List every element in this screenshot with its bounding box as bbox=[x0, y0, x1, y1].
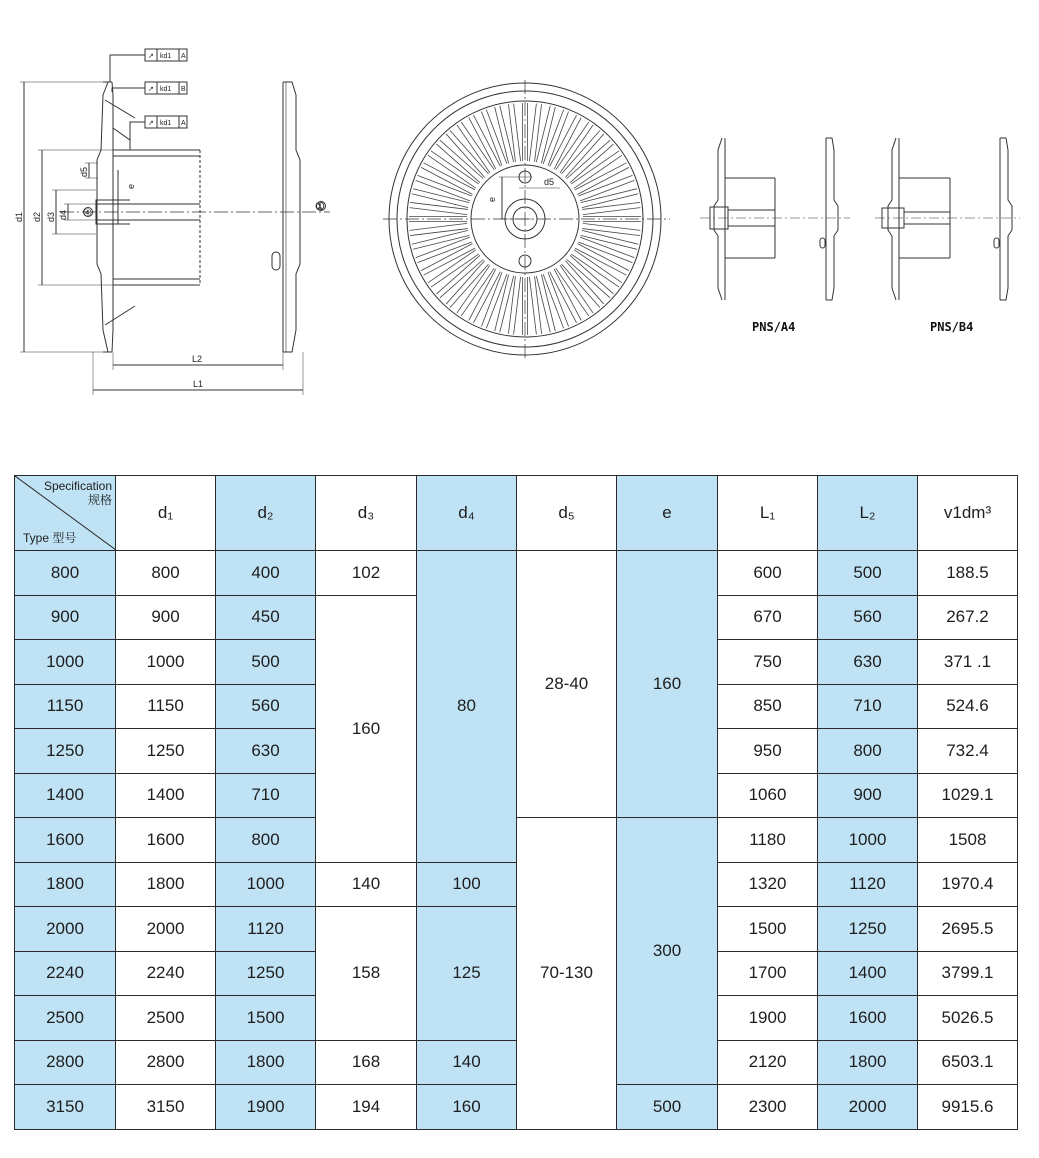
tol-2-symbol: ↗ bbox=[148, 86, 154, 93]
cell-l2: 900 bbox=[818, 773, 918, 818]
cell-volume: 1970.4 bbox=[918, 862, 1018, 907]
cell-type: 2800 bbox=[15, 1040, 116, 1085]
header-e: e bbox=[617, 476, 718, 551]
cell-type: 1600 bbox=[15, 818, 116, 863]
cell-d1: 1600 bbox=[116, 818, 216, 863]
cell-volume: 9915.6 bbox=[918, 1085, 1018, 1130]
header-d3: d₃ bbox=[316, 476, 417, 551]
wheel-spoke bbox=[440, 259, 483, 297]
cell-type: 2500 bbox=[15, 996, 116, 1041]
cell-l1: 950 bbox=[718, 729, 818, 774]
wheel-spoke bbox=[450, 264, 488, 307]
cell-d3: 194 bbox=[316, 1085, 417, 1130]
wheel-spoke bbox=[548, 111, 569, 165]
wheel-spoke bbox=[413, 189, 469, 203]
wheel-spoke bbox=[570, 144, 613, 182]
header-l1: L₁ bbox=[718, 476, 818, 551]
wheel-spoke bbox=[581, 189, 637, 203]
cell-e: 500 bbox=[617, 1085, 718, 1130]
cell-d2: 630 bbox=[216, 729, 316, 774]
cell-l2: 1800 bbox=[818, 1040, 918, 1085]
dim-l2-label: L2 bbox=[192, 354, 203, 364]
dim-d4-label: d4 bbox=[58, 209, 68, 220]
cell-d1: 2000 bbox=[116, 907, 216, 952]
cell-d2: 1800 bbox=[216, 1040, 316, 1085]
cell-d2: 710 bbox=[216, 773, 316, 818]
wheel-spoke bbox=[417, 242, 471, 263]
wheel-spoke bbox=[440, 140, 483, 178]
wheel-spoke bbox=[565, 134, 603, 177]
tol-3-symbol: ↗ bbox=[148, 120, 154, 127]
cell-volume: 524.6 bbox=[918, 684, 1018, 729]
wheel-spoke bbox=[436, 144, 479, 182]
wheel-spoke bbox=[580, 180, 634, 201]
cell-d3: 168 bbox=[316, 1040, 417, 1085]
front-view bbox=[383, 80, 670, 360]
header-d5: d₅ bbox=[517, 476, 617, 551]
table-header-row bbox=[15, 476, 1018, 551]
cell-volume: 732.4 bbox=[918, 729, 1018, 774]
header-d4: d₄ bbox=[417, 476, 517, 551]
wheel-spoke bbox=[582, 230, 638, 244]
wheel-spoke bbox=[578, 175, 632, 196]
wheel-spoke bbox=[570, 255, 613, 293]
wheel-spoke bbox=[412, 194, 468, 208]
wheel-spoke bbox=[417, 175, 471, 196]
table-row bbox=[15, 818, 1018, 863]
cell-type: 3150 bbox=[15, 1085, 116, 1130]
header-type-label: Type 型号 bbox=[23, 531, 77, 545]
cell-l2: 1250 bbox=[818, 907, 918, 952]
cell-d2: 400 bbox=[216, 551, 316, 596]
table-row bbox=[15, 551, 1018, 596]
cell-d1: 1400 bbox=[116, 773, 216, 818]
cell-d4-merged: 80 bbox=[417, 551, 517, 863]
cell-l1: 1320 bbox=[718, 862, 818, 907]
cell-l1: 750 bbox=[718, 640, 818, 685]
cell-d1: 1800 bbox=[116, 862, 216, 907]
cell-l2: 630 bbox=[818, 640, 918, 685]
marker-one: ① bbox=[315, 201, 325, 213]
wheel-spoke bbox=[582, 194, 638, 208]
table-row bbox=[15, 907, 1018, 952]
cell-d1: 2800 bbox=[116, 1040, 216, 1085]
cell-volume: 5026.5 bbox=[918, 996, 1018, 1041]
cell-type: 1150 bbox=[15, 684, 116, 729]
wheel-spoke bbox=[543, 110, 564, 164]
cell-l2: 1120 bbox=[818, 862, 918, 907]
cell-d2: 1500 bbox=[216, 996, 316, 1041]
front-dim-e-label: e bbox=[487, 196, 497, 202]
cell-l2: 800 bbox=[818, 729, 918, 774]
header-spec-cn: 规格 bbox=[87, 493, 112, 507]
cell-d5-merged: 28-40 bbox=[517, 551, 617, 818]
dim-d2-label: d2 bbox=[32, 211, 42, 222]
wheel-spoke bbox=[561, 264, 599, 307]
wheel-spoke bbox=[495, 275, 509, 331]
cell-d2: 500 bbox=[216, 640, 316, 685]
tol-1-symbol: ↗ bbox=[148, 53, 154, 60]
side-section-view bbox=[20, 49, 330, 395]
cell-l1: 1180 bbox=[718, 818, 818, 863]
header-l2: L₂ bbox=[818, 476, 918, 551]
wheel-spoke bbox=[543, 274, 564, 328]
wheel-spoke bbox=[581, 235, 637, 249]
cell-d4: 100 bbox=[417, 862, 517, 907]
cell-d3-merged: 158 bbox=[316, 907, 417, 1041]
cell-d1: 900 bbox=[116, 595, 216, 640]
wheel-spoke bbox=[481, 272, 502, 326]
cell-e-merged: 300 bbox=[617, 818, 718, 1085]
cell-l1: 850 bbox=[718, 684, 818, 729]
pns-b4-view bbox=[875, 138, 1020, 300]
cell-type: 2000 bbox=[15, 907, 116, 952]
wheel-spoke bbox=[565, 261, 603, 304]
technical-drawings bbox=[0, 0, 1039, 420]
dim-d5-label: d5 bbox=[79, 166, 89, 177]
cell-type: 2240 bbox=[15, 951, 116, 996]
tol-1-ref: kd1 bbox=[160, 53, 172, 60]
cell-d4: 140 bbox=[417, 1040, 517, 1085]
cell-type: 1800 bbox=[15, 862, 116, 907]
cell-d3: 140 bbox=[316, 862, 417, 907]
cell-volume: 2695.5 bbox=[918, 907, 1018, 952]
cell-d1: 3150 bbox=[116, 1085, 216, 1130]
wheel-spoke bbox=[536, 106, 550, 162]
wheel-spoke bbox=[412, 230, 468, 244]
cell-l2: 1000 bbox=[818, 818, 918, 863]
tol-1-datum: A bbox=[181, 53, 186, 60]
cell-d2: 1900 bbox=[216, 1085, 316, 1130]
cell-l2: 1600 bbox=[818, 996, 918, 1041]
header-d2: d₂ bbox=[216, 476, 316, 551]
cell-d2: 1120 bbox=[216, 907, 316, 952]
wheel-spoke bbox=[567, 259, 610, 297]
cell-d2: 1250 bbox=[216, 951, 316, 996]
tol-2-datum: B bbox=[181, 86, 186, 93]
wheel-spoke bbox=[416, 180, 470, 201]
wheel-spoke bbox=[561, 130, 599, 173]
dim-d3-label: d3 bbox=[46, 211, 56, 222]
wheel-spoke bbox=[541, 275, 555, 331]
cell-l2: 1400 bbox=[818, 951, 918, 996]
wheel-spoke bbox=[486, 274, 507, 328]
wheel-spoke bbox=[578, 242, 632, 263]
table-row bbox=[15, 1085, 1018, 1130]
pns-a4-view bbox=[700, 138, 850, 300]
cell-l2: 2000 bbox=[818, 1085, 918, 1130]
header-d1: d₁ bbox=[116, 476, 216, 551]
cell-l1: 1900 bbox=[718, 996, 818, 1041]
cell-l1: 1060 bbox=[718, 773, 818, 818]
cell-d3-merged: 160 bbox=[316, 595, 417, 862]
cell-type: 1250 bbox=[15, 729, 116, 774]
cell-type: 1000 bbox=[15, 640, 116, 685]
cell-l1: 1500 bbox=[718, 907, 818, 952]
dim-e-label: e bbox=[126, 183, 136, 189]
wheel-spoke bbox=[486, 110, 507, 164]
wheel-spoke bbox=[580, 237, 634, 258]
table-row bbox=[15, 1040, 1018, 1085]
cell-d1: 1000 bbox=[116, 640, 216, 685]
cell-l1: 670 bbox=[718, 595, 818, 640]
cell-l1: 1700 bbox=[718, 951, 818, 996]
cell-volume: 267.2 bbox=[918, 595, 1018, 640]
wheel-spoke bbox=[450, 130, 488, 173]
cell-type: 900 bbox=[15, 595, 116, 640]
cell-d2: 800 bbox=[216, 818, 316, 863]
cell-volume: 1029.1 bbox=[918, 773, 1018, 818]
cell-volume: 3799.1 bbox=[918, 951, 1018, 996]
cell-d3: 102 bbox=[316, 551, 417, 596]
cell-type: 1400 bbox=[15, 773, 116, 818]
cell-l2: 710 bbox=[818, 684, 918, 729]
cell-volume: 371 .1 bbox=[918, 640, 1018, 685]
wheel-spoke bbox=[500, 106, 514, 162]
dim-l1-label: L1 bbox=[193, 379, 204, 389]
cell-d2: 1000 bbox=[216, 862, 316, 907]
cell-d2: 560 bbox=[216, 684, 316, 729]
wheel-spoke bbox=[541, 107, 555, 163]
header-spec-en: Specification bbox=[43, 479, 112, 493]
cell-d1: 2240 bbox=[116, 951, 216, 996]
cell-d4-merged: 125 bbox=[417, 907, 517, 1041]
cell-d1: 1150 bbox=[116, 684, 216, 729]
caption-pns-b4: PNS/B4 bbox=[930, 320, 974, 334]
wheel-spoke bbox=[481, 111, 502, 165]
wheel-spoke bbox=[446, 261, 484, 304]
spec-table bbox=[14, 475, 1018, 1130]
wheel-spoke bbox=[436, 255, 479, 293]
tol-2-ref: kd1 bbox=[160, 86, 172, 93]
cell-d1: 800 bbox=[116, 551, 216, 596]
header-volume: v1dm³ bbox=[918, 476, 1018, 551]
cell-d2: 450 bbox=[216, 595, 316, 640]
cell-l1: 600 bbox=[718, 551, 818, 596]
cell-l2: 500 bbox=[818, 551, 918, 596]
cell-d1: 1250 bbox=[116, 729, 216, 774]
dim-d1-label: d1 bbox=[14, 211, 24, 222]
wheel-spoke bbox=[536, 276, 550, 332]
marker-four: ④ bbox=[83, 208, 92, 219]
tol-3-ref: kd1 bbox=[160, 120, 172, 127]
wheel-spoke bbox=[495, 107, 509, 163]
cell-d4: 160 bbox=[417, 1085, 517, 1130]
wheel-spoke bbox=[416, 237, 470, 258]
wheel-spoke bbox=[413, 235, 469, 249]
caption-pns-a4: PNS/A4 bbox=[752, 320, 796, 334]
front-dim-d5-label: d5 bbox=[544, 177, 555, 187]
cell-volume: 188.5 bbox=[918, 551, 1018, 596]
cell-l1: 2300 bbox=[718, 1085, 818, 1130]
cell-d5-merged: 70-130 bbox=[517, 818, 617, 1130]
header-corner-cell bbox=[15, 476, 116, 551]
wheel-spoke bbox=[567, 140, 610, 178]
cell-d1: 2500 bbox=[116, 996, 216, 1041]
cell-volume: 1508 bbox=[918, 818, 1018, 863]
cell-volume: 6503.1 bbox=[918, 1040, 1018, 1085]
table-row bbox=[15, 862, 1018, 907]
wheel-spoke bbox=[446, 134, 484, 177]
cell-type: 800 bbox=[15, 551, 116, 596]
tol-3-datum: A bbox=[181, 120, 186, 127]
wheel-spoke bbox=[500, 276, 514, 332]
wheel-spoke bbox=[548, 272, 569, 326]
cell-l2: 560 bbox=[818, 595, 918, 640]
cell-e-merged: 160 bbox=[617, 551, 718, 818]
cell-l1: 2120 bbox=[718, 1040, 818, 1085]
